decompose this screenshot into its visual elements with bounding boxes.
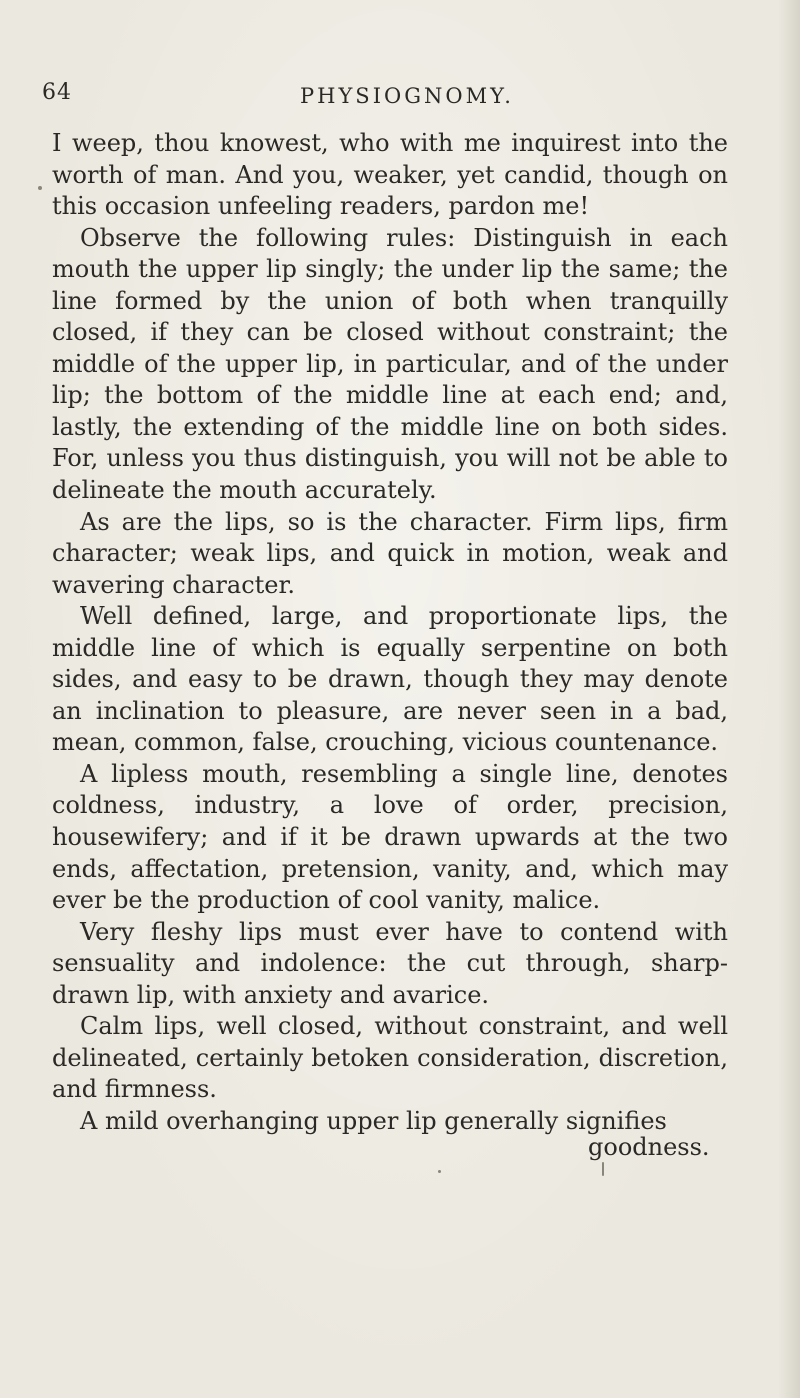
body-text xyxy=(52,128,728,1138)
running-title: PHYSIOGNOMY. xyxy=(300,84,514,108)
paragraph-7: Calm lips, well closed, without constraint, and well delineated, certainly betoken consideration, discretion, and firmness. xyxy=(52,1012,728,1104)
paragraph-2: Observe the following rules: Distinguish in each mouth the upper lip singly; the under lip the same; the line formed by the union of both when tranquilly closed, if they can be closed without constraint; the middle of the upper lip, in particular, and of the under lip; the bottom of the middle line at each end; and, lastly, the extending of the middle line on both sides. For, unless you thus distinguish, you will not be able to delineate the mouth accurately. xyxy=(52,223,728,505)
ink-speck xyxy=(38,186,42,190)
ink-speck xyxy=(602,1162,604,1176)
page-edge-shadow xyxy=(778,0,800,1398)
ink-speck xyxy=(438,1170,441,1173)
paragraph-8: A mild overhanging upper lip generally signifies xyxy=(80,1106,667,1135)
paragraph-6: Very fleshy lips must ever have to contend with sensuality and indolence: the cut through, sharp-drawn lip, with anxiety and avarice. xyxy=(52,917,728,1009)
paragraph-4: Well defined, large, and proportionate lips, the middle line of which is equally serpentine on both sides, and easy to be drawn, though they may denote an inclination to pleasure, are never seen in a bad, mean, common, false, crouching, vicious countenance. xyxy=(52,602,728,757)
page-number: 64 xyxy=(42,80,72,105)
paragraph-1: I weep, thou knowest, who with me inquirest into the worth of man. And you, weaker, yet candid, though on this occasion unfeeling readers, pardon me! xyxy=(52,129,728,221)
paragraph-3: As are the lips, so is the character. Firm lips, firm character; weak lips, and quick in motion, weak and wavering character. xyxy=(52,507,728,599)
catchword: goodness. xyxy=(588,1133,710,1161)
paragraph-5: A lipless mouth, resembling a single line, denotes coldness, industry, a love of order, precision, housewifery; and if it be drawn upwards at the two ends, affectation, pretension, vanity, and, which may ever be the production of cool vanity, malice. xyxy=(52,759,728,915)
